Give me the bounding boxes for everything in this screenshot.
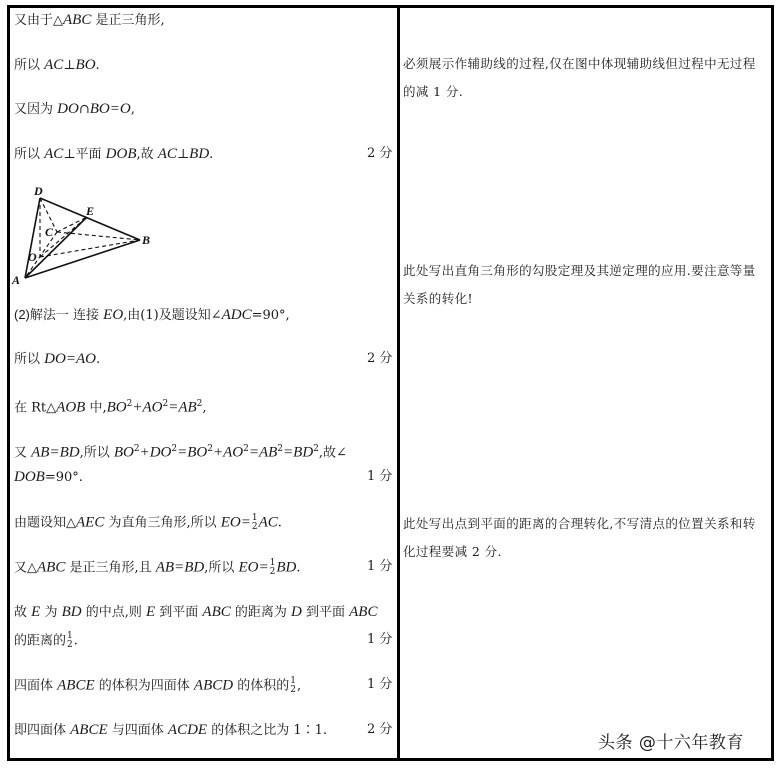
solution-line: 四面体 ABCE 的体积为四面体 ABCD 的体积的 1 2 , [14, 676, 302, 695]
score-label: 2 分 [367, 722, 393, 737]
score-label: 1 分 [367, 677, 393, 692]
grading-note: 必须展示作辅助线的过程,仅在图中体现辅助线但过程中无过程的减 1 分. [403, 56, 756, 99]
solution-line: 故 E 为 BD 的中点,则 E 到平面 ABC 的距离为 D 到平面 ABC [14, 604, 378, 620]
solution-line: 由题设知△AEC 为直角三角形,所以 EO= 1 2 AC. [14, 513, 282, 532]
solution-line: 又△ABC 是正三角形,且 AB=BD,所以 EO= 1 2 BD. [14, 558, 301, 577]
solution-line: 又 AB=BD,所以 $BO^2+DO^2=BO^2+AO^2=AB^2=BD^2$,故∠ [14, 444, 347, 461]
solution-line: 所以 DO=AO. [14, 351, 101, 367]
solution-line: DOB=90°. [14, 469, 83, 485]
vertex-label-o: O [28, 250, 37, 264]
solution-line: (2)解法一 连接 EO,由(1)及题设知∠ADC=90°, [14, 307, 290, 323]
score-label: 2 分 [367, 351, 393, 366]
solution-line: 即四面体 ABCE 与四面体 ACDE 的体积之比为 1∶1. [14, 722, 328, 738]
vertex-label-b: B [142, 233, 151, 247]
score-label: 1 分 [367, 632, 393, 647]
score-label: 1 分 [367, 559, 393, 574]
vertex-label-e: E [86, 204, 95, 218]
vertex-label-c: C [45, 225, 54, 239]
score-label: 1 分 [367, 469, 393, 484]
tetrahedron-diagram [10, 178, 160, 288]
watermark: 头条 @十六年教育 [598, 733, 744, 753]
solution-line: 又因为 DO∩BO=O, [14, 101, 135, 117]
solution-line: 在 Rt△AOB 中$,BO^2+AO^2=AB^2$, [14, 399, 207, 416]
fraction-one-half: 1 2 [251, 513, 258, 532]
solution-line: 又由于△ABC 是正三角形, [14, 12, 165, 28]
grading-note: 此处写出直角三角形的勾股定理及其逆定理的应用.要注意等量关系的转化! [403, 263, 756, 306]
solution-line: 所以 AC⊥BO. [14, 57, 100, 73]
vertex-label-d: D [34, 184, 43, 198]
tetrahedron-figure [10, 178, 160, 292]
grading-note: 此处写出点到平面的距离的合理转化,不写清点的位置关系和转化过程要减 2 分. [403, 516, 756, 559]
fraction-one-half: 1 2 [290, 676, 296, 695]
vertex-label-a: A [12, 273, 21, 287]
fraction-one-half: 1 2 [67, 631, 73, 650]
fraction-one-half: 1 2 [269, 558, 276, 577]
solution-line: 的距离的 1 2 . [14, 631, 78, 650]
solution-line: 所以 AC⊥平面 DOB,故 AC⊥BD. [14, 146, 214, 162]
score-label: 2 分 [367, 146, 393, 161]
column-divider [397, 5, 400, 761]
